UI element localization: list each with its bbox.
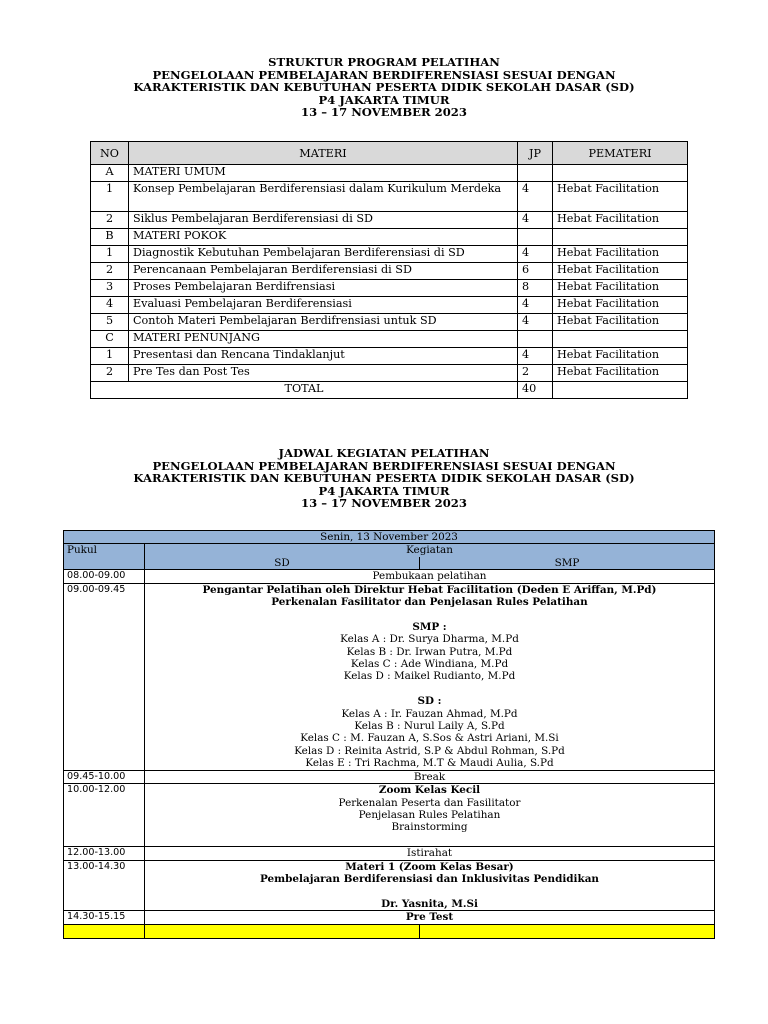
schedule-row (64, 570, 715, 583)
program-cell-jp (518, 331, 553, 348)
class-line: Kelas E : Tri Rachma, M.T & Maudi Aulia, S.Pd (305, 757, 554, 770)
program-title-line: PENGELOLAAN PEMBELAJARAN BERDIFERENSIASI SESUAI DENGAN (152, 67, 616, 82)
program-cell-pemateri (553, 165, 688, 182)
activity-line: Pengantar Pelatihan oleh Direktur Hebat Facilitation (Deden E Ariffan, M.Pd) (202, 583, 657, 596)
schedule-row (64, 860, 715, 911)
highlight-cell (420, 924, 715, 938)
program-cell-jp: 4 (518, 348, 553, 365)
schedule-title (0, 447, 768, 510)
program-cell-no: C (91, 331, 129, 348)
program-cell-pemateri: Hebat Facilitation (553, 314, 688, 331)
program-cell-materi: MATERI POKOK (129, 229, 518, 246)
program-cell-materi: Pre Tes dan Post Tes (129, 365, 518, 382)
schedule-time: 10.00-12.00 (64, 784, 145, 847)
schedule-row (64, 911, 715, 924)
schedule-row (64, 847, 715, 860)
schedule-day-row (64, 531, 715, 544)
program-row (91, 297, 688, 314)
activity-line: Brainstorming (391, 821, 468, 834)
schedule-activity (145, 784, 715, 847)
program-cell-jp: 2 (518, 365, 553, 382)
program-cell-materi: Konsep Pembelajaran Berdiferensiasi dalam Kurikulum Merdeka (129, 182, 518, 212)
schedule-header-row (64, 544, 715, 557)
program-cell-materi: Presentasi dan Rencana Tindaklanjut (129, 348, 518, 365)
program-table-body (91, 165, 688, 382)
program-title-line: 13 – 17 NOVEMBER 2023 (301, 105, 467, 120)
schedule-day: Senin, 13 November 2023 (64, 531, 715, 544)
program-cell-jp: 6 (518, 263, 553, 280)
schedule-row (64, 770, 715, 783)
schedule-time: 12.00-13.00 (64, 847, 145, 860)
program-cell-jp (518, 165, 553, 182)
sd-heading: SD : (417, 695, 442, 708)
header-sd: SD (145, 557, 420, 570)
program-cell-no: 2 (91, 263, 129, 280)
highlight-cell (64, 924, 145, 938)
program-cell-pemateri (553, 331, 688, 348)
schedule-activity (145, 583, 715, 770)
class-line: Kelas D : Maikel Rudianto, M.Pd (343, 670, 516, 683)
schedule-title-line: KARAKTERISTIK DAN KEBUTUHAN PESERTA DIDIK SEKOLAH DASAR (SD) (133, 471, 635, 486)
schedule-time: 13.00-14.30 (64, 860, 145, 911)
highlight-cell (145, 924, 420, 938)
program-row (91, 280, 688, 297)
program-cell-materi: Proses Pembelajaran Berdifrensiasi (129, 280, 518, 297)
program-cell-pemateri: Hebat Facilitation (553, 246, 688, 263)
class-line: Kelas A : Dr. Surya Dharma, M.Pd (340, 633, 519, 646)
header-pemateri: PEMATERI (553, 142, 688, 165)
schedule-row (64, 583, 715, 770)
program-row (91, 182, 688, 212)
program-cell-no: B (91, 229, 129, 246)
program-cell-materi: MATERI PENUNJANG (129, 331, 518, 348)
header-pukul: Pukul (64, 544, 145, 570)
activity-line: Penjelasan Rules Pelatihan (358, 808, 501, 821)
program-cell-jp: 4 (518, 212, 553, 229)
program-row (91, 263, 688, 280)
schedule-title-line: 13 – 17 NOVEMBER 2023 (301, 496, 467, 511)
schedule-table (63, 530, 715, 939)
program-cell-pemateri: Hebat Facilitation (553, 212, 688, 229)
schedule-row (64, 784, 715, 847)
program-title-line: STRUKTUR PROGRAM PELATIHAN (268, 55, 500, 69)
program-cell-pemateri: Hebat Facilitation (553, 365, 688, 382)
header-smp: SMP (420, 557, 715, 570)
program-cell-no: 5 (91, 314, 129, 331)
program-cell-jp: 4 (518, 246, 553, 263)
program-row (91, 212, 688, 229)
schedule-subheader-row (64, 557, 715, 570)
class-line: Kelas A : Ir. Fauzan Ahmad, M.Pd (341, 707, 518, 720)
program-row (91, 365, 688, 382)
activity-line: Perkenalan Peserta dan Fasilitator (338, 796, 521, 809)
program-structure-table (90, 141, 688, 399)
program-total-row (91, 382, 688, 399)
total-label: TOTAL (91, 382, 518, 399)
program-header-row (91, 142, 688, 165)
schedule-activity: Pre Test (145, 911, 715, 924)
program-row (91, 229, 688, 246)
program-cell-pemateri: Hebat Facilitation (553, 263, 688, 280)
class-line: Kelas C : Ade Windiana, M.Pd (350, 658, 509, 671)
total-pemateri (553, 382, 688, 399)
program-cell-pemateri: Hebat Facilitation (553, 280, 688, 297)
header-materi: MATERI (129, 142, 518, 165)
program-title (0, 56, 768, 119)
total-jp: 40 (518, 382, 553, 399)
class-line: Kelas C : M. Fauzan A, S.Sos & Astri Ariani, M.Si (300, 732, 559, 745)
schedule-highlight-row (64, 924, 715, 938)
program-cell-materi: Siklus Pembelajaran Berdiferensiasi di SD (129, 212, 518, 229)
program-cell-pemateri (553, 229, 688, 246)
schedule-title-line: P4 JAKARTA TIMUR (318, 483, 450, 498)
activity-line: Perkenalan Fasilitator dan Penjelasan Rules Pelatihan (271, 596, 588, 609)
program-title-line: P4 JAKARTA TIMUR (318, 92, 450, 107)
program-cell-pemateri: Hebat Facilitation (553, 297, 688, 314)
schedule-activity: Istirahat (145, 847, 715, 860)
program-cell-materi: Perencanaan Pembelajaran Berdiferensiasi di SD (129, 263, 518, 280)
program-cell-no: A (91, 165, 129, 182)
schedule-title-line: JADWAL KEGIATAN PELATIHAN (278, 446, 490, 460)
schedule-activity: Pembukaan pelatihan (145, 570, 715, 583)
program-row (91, 165, 688, 182)
schedule-time: 09.00-09.45 (64, 583, 145, 770)
program-row (91, 348, 688, 365)
header-kegiatan: Kegiatan (145, 544, 715, 557)
schedule-time: 14.30-15.15 (64, 911, 145, 924)
speaker-name: Dr. Yasnita, M.Si (381, 897, 478, 910)
schedule-activity (145, 860, 715, 911)
program-row (91, 314, 688, 331)
class-line: Kelas B : Dr. Irwan Putra, M.Pd (346, 645, 513, 658)
program-cell-jp: 8 (518, 280, 553, 297)
program-cell-jp (518, 229, 553, 246)
schedule-activity: Break (145, 770, 715, 783)
program-cell-no: 2 (91, 212, 129, 229)
activity-line: Zoom Kelas Kecil (378, 784, 481, 797)
activity-line: Pembelajaran Berdiferensiasi dan Inklusivitas Pendidikan (260, 872, 599, 885)
program-cell-pemateri: Hebat Facilitation (553, 348, 688, 365)
program-cell-materi: Diagnostik Kebutuhan Pembelajaran Berdiferensiasi di SD (129, 246, 518, 263)
schedule-time: 09.45-10.00 (64, 770, 145, 783)
program-cell-materi: Contoh Materi Pembelajaran Berdifrensiasi untuk SD (129, 314, 518, 331)
program-cell-no: 2 (91, 365, 129, 382)
program-cell-pemateri: Hebat Facilitation (553, 182, 688, 212)
program-title-line: KARAKTERISTIK DAN KEBUTUHAN PESERTA DIDIK SEKOLAH DASAR (SD) (133, 80, 635, 95)
program-cell-jp: 4 (518, 314, 553, 331)
program-cell-materi: Evaluasi Pembelajaran Berdiferensiasi (129, 297, 518, 314)
smp-heading: SMP : (412, 620, 447, 633)
program-cell-no: 1 (91, 246, 129, 263)
program-cell-no: 1 (91, 348, 129, 365)
program-cell-no: 3 (91, 280, 129, 297)
program-cell-jp: 4 (518, 182, 553, 212)
program-cell-jp: 4 (518, 297, 553, 314)
class-line: Kelas B : Nurul Laily A, S.Pd (354, 720, 505, 733)
class-line: Kelas D : Reinita Astrid, S.P & Abdul Rohman, S.Pd (294, 744, 565, 757)
program-row (91, 331, 688, 348)
schedule-time: 08.00-09.00 (64, 570, 145, 583)
activity-line: Materi 1 (Zoom Kelas Besar) (345, 860, 514, 873)
program-cell-no: 1 (91, 182, 129, 212)
schedule-title-line: PENGELOLAAN PEMBELAJARAN BERDIFERENSIASI SESUAI DENGAN (152, 458, 616, 473)
header-jp: JP (518, 142, 553, 165)
program-row (91, 246, 688, 263)
program-cell-no: 4 (91, 297, 129, 314)
header-no: NO (91, 142, 129, 165)
program-cell-materi: MATERI UMUM (129, 165, 518, 182)
